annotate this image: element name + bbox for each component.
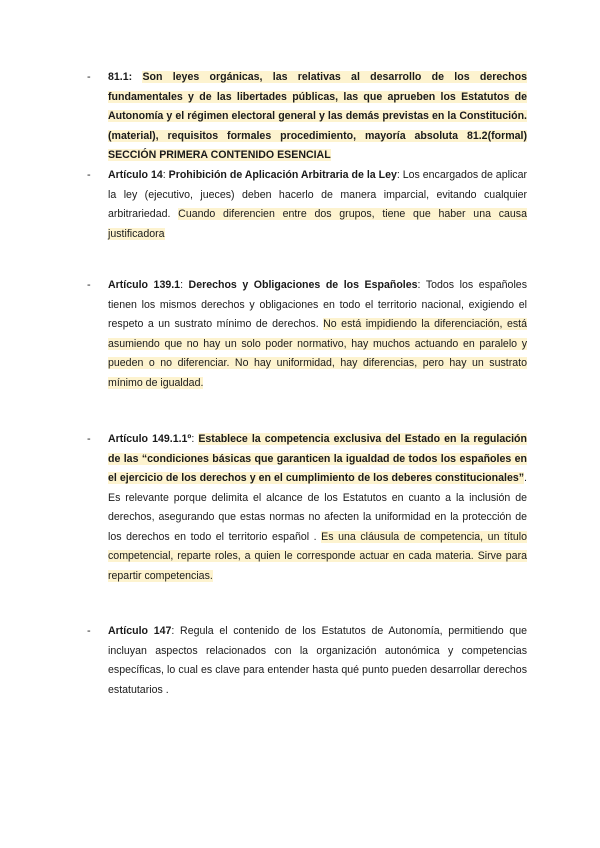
- text-run: 81.1:: [108, 71, 143, 83]
- text-run: : Regula el contenido de los Estatutos de Autonomía, permitiendo que incluyan aspectos relacionados con la organización autonómica y competencias específicas, lo cual es clave para entender hasta qué punto pueden desarrollar derechos estatutarios .: [108, 625, 527, 696]
- text-run: :: [162, 169, 169, 181]
- text-run: Derechos y Obligaciones de los Españoles: [188, 279, 418, 291]
- list-item-art139: [87, 276, 527, 393]
- bullet-dash: -: [87, 279, 91, 291]
- text-run: Artículo 149.1.1º: [108, 433, 192, 445]
- paragraph-art147: [108, 622, 527, 700]
- bullet-dash: -: [87, 169, 91, 181]
- text-run: Prohibición de Aplicación Arbitraria de la Ley: [168, 169, 397, 181]
- text-run: :: [191, 433, 199, 445]
- bullet-dash: -: [87, 433, 91, 445]
- highlighted-text-run: Son leyes orgánicas, las relativas al desarrollo de los derechos fundamentales y de las libertades públicas, las que aprueben los Estatutos de Autonomía y el régimen electoral general y las demás previstas en la Constitución.(material), requisitos formales procedimiento, mayoría absoluta 81.2(formal) SECCIÓN PRIMERA CONTENIDO ESENCIAL: [108, 71, 527, 161]
- list-item-art147: [87, 622, 527, 700]
- highlighted-text-run: Cuando diferencien entre dos grupos, tiene que haber una causa justificadora: [108, 208, 527, 240]
- text-run: : Todos los españoles tienen los mismos derechos y obligaciones en todo el territorio nacional, exigiendo el respeto a un sustrato mínimo de derechos.: [108, 279, 527, 330]
- text-run: Artículo 139.1: [108, 279, 181, 291]
- text-run: Artículo 147: [108, 625, 172, 637]
- list-item-art14: [87, 166, 527, 244]
- highlighted-text-run: Es una cláusula de competencia, un título competencial, reparte roles, a quien le corresponde actuar en cada materia. Sirve para repartir competencias.: [108, 530, 527, 582]
- bullet-dash: -: [87, 71, 91, 83]
- highlighted-text-run: Establece la competencia exclusiva del Estado en la regulación de las “condiciones básicas que garanticen la igualdad de todos los españoles en el ejercicio de los derechos y en el cumplimiento de los deberes constitucionales”: [108, 433, 528, 484]
- text-run: Artículo 14: [108, 169, 163, 181]
- bullet-dash: -: [87, 625, 91, 637]
- text-run: :: [180, 279, 189, 291]
- highlighted-text-run: No está impidiendo la diferenciación, está asumiendo que no hay un solo poder normativo, hay muchos actuando en paralelo y pueden o no diferenciar. No hay uniformidad, hay diferencias, pero hay un sustrato mínimo de igualdad.: [108, 318, 527, 389]
- paragraph-art149: [108, 430, 527, 586]
- text-run: : Los encargados de aplicar la ley (ejecutivo, jueces) deben hacerlo de manera imparcial, evitando cualquier arbitrariedad.: [108, 169, 528, 220]
- list-item-art149: [87, 430, 527, 586]
- text-run: . Es relevante porque delimita el alcance de los Estatutos en cuanto a la inclusión de derechos, asegurando que estas normas no afecten la uniformidad en la protección de los derechos en todo el territorio español .: [108, 472, 527, 543]
- list-item-art81: [87, 68, 527, 166]
- paragraph-art139: [108, 276, 527, 393]
- paragraph-art81: [108, 68, 527, 166]
- paragraph-art14: [108, 166, 527, 244]
